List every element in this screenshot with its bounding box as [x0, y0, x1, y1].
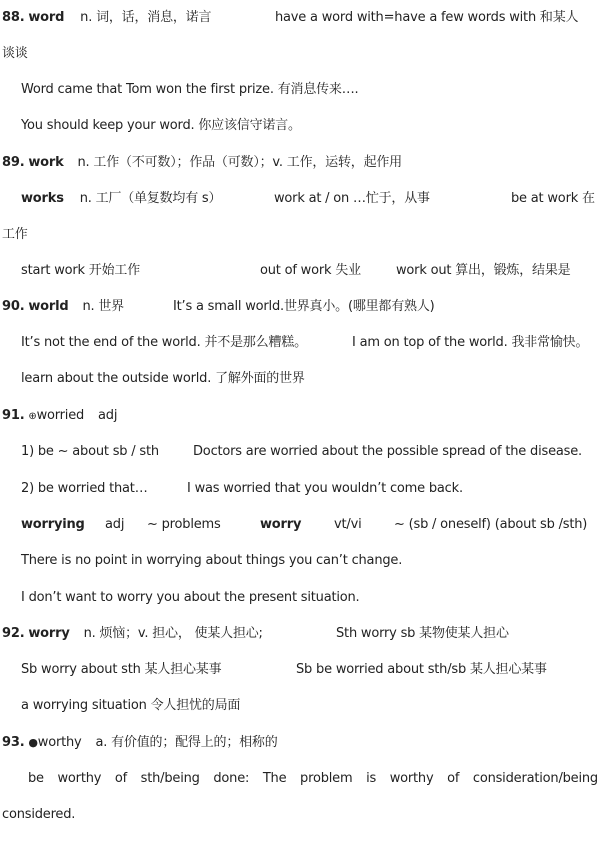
entry-number: 93. — [2, 735, 25, 750]
part-of-speech: adj — [105, 517, 125, 532]
phrase: out of work 失业 — [260, 263, 361, 278]
headword: works — [21, 191, 64, 206]
headword: worry — [28, 626, 70, 641]
headword: word — [28, 10, 65, 25]
example-sentence: learn about the outside world. 了解外面的世界 — [21, 371, 305, 386]
example-sentence: I am on top of the world. 我非常愉快。 — [352, 335, 589, 350]
example-sentence: It’s not the end of the world. 并不是那么糟糕。 — [21, 335, 307, 350]
entry-93-header — [2, 734, 278, 752]
headword: world — [28, 299, 69, 314]
phrase: be at work 在 — [511, 191, 595, 206]
headword-worrying: worrying — [21, 517, 85, 532]
entry-89-header — [2, 154, 402, 172]
phrase: have a word with=have a few words with 和某人 — [275, 10, 579, 25]
entry-number: 89. — [2, 155, 25, 170]
phrase: Sth worry sb 某物使某人担心 — [336, 626, 509, 641]
example-sentence: I don’t want to worry you about the present situation. — [21, 590, 360, 605]
example-sentence: You should keep your word. 你应该信守诺言。 — [21, 118, 301, 133]
definition: n. 工厂（单复数均有 s） — [79, 191, 222, 206]
entry-90-header — [2, 298, 124, 316]
bullet-marker: ⊕ — [28, 411, 37, 422]
line-continuation: 谈谈 — [2, 46, 28, 61]
example-sentence: Sb be worried about sth/sb 某人担心某事 — [296, 662, 547, 677]
entry-number: 91. — [2, 408, 25, 423]
entry-91-header — [2, 407, 117, 426]
phrase: ~ (sb / oneself) (about sb /sth) — [394, 517, 588, 532]
example-sentence: Word came that Tom won the first prize. 有消息传来…. — [21, 82, 359, 97]
subentry-works — [21, 190, 221, 208]
line-continuation: 工作 — [2, 227, 28, 242]
part-of-speech: adj — [98, 408, 118, 423]
definition: n. 词，话，消息，诺言 — [80, 10, 212, 25]
entry-number: 88. — [2, 10, 25, 25]
headword: worried — [36, 408, 85, 423]
phrase: work out 算出，锻炼，结果是 — [396, 263, 571, 278]
example-sentence: a worrying situation 令人担忧的局面 — [21, 698, 241, 713]
example-sentence: There is no point in worrying about things you can’t change. — [21, 553, 403, 568]
phrase: ~ problems — [147, 517, 221, 532]
headword-worry: worry — [260, 517, 302, 532]
definition: n. 烦恼；v. 担心， 使某人担心; — [83, 626, 263, 641]
example-sentence: I was worried that you wouldn’t come back. — [187, 481, 463, 496]
headword: worthy — [37, 735, 82, 750]
usage-pattern: 1) be ~ about sb / sth — [21, 444, 159, 459]
entry-92-header — [2, 625, 263, 643]
example-sentence: Sb worry about sth 某人担心某事 — [21, 662, 222, 677]
definition: n. 工作（不可数）；作品（可数）；v. 工作，运转，起作用 — [77, 155, 402, 170]
entry-number: 92. — [2, 626, 25, 641]
phrase: work at / on …忙于，从事 — [274, 191, 430, 206]
part-of-speech: vt/vi — [334, 517, 362, 532]
definition: a. 有价值的；配得上的；相称的 — [95, 735, 278, 750]
phrase: start work 开始工作 — [21, 263, 141, 278]
usage-pattern: 2) be worried that… — [21, 481, 148, 496]
entry-88-header — [2, 9, 211, 27]
phrase: It’s a small world.世界真小。(哪里都有熟人) — [173, 299, 435, 314]
bullet-marker: ● — [28, 736, 38, 749]
example-sentence: Doctors are worried about the possible spread of the disease. — [193, 444, 582, 459]
line-continuation: considered. — [2, 807, 76, 822]
headword: work — [28, 155, 64, 170]
example-sentence: be worthy of sth/being done: The problem is worthy of consideration/being — [28, 771, 598, 786]
definition: n. 世界 — [82, 299, 124, 314]
entry-number: 90. — [2, 299, 25, 314]
